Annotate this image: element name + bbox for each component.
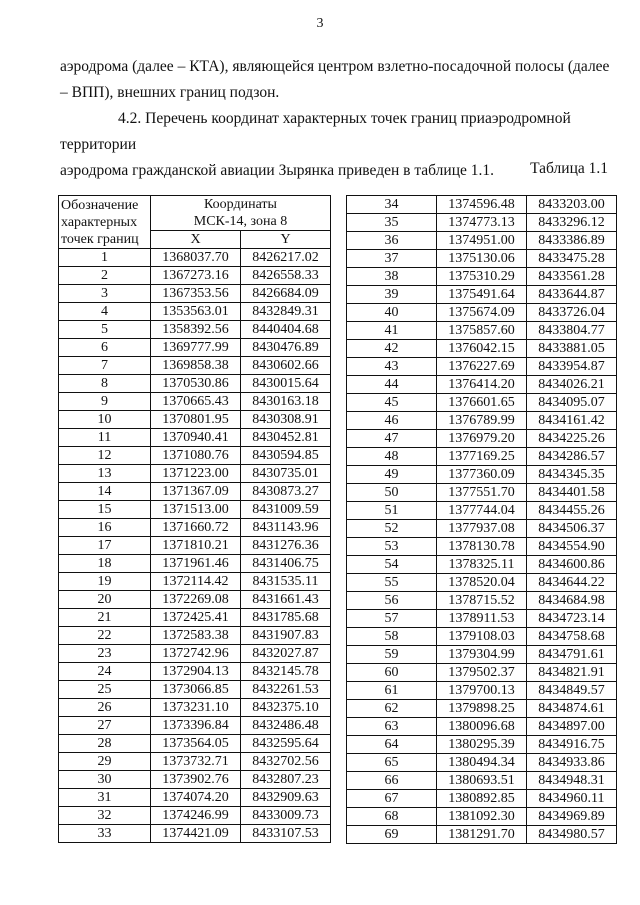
point-number: 18 xyxy=(59,555,151,573)
table-row xyxy=(347,502,617,520)
header-col1-line2: характерных xyxy=(61,214,138,230)
y-coordinate: 8432849.31 xyxy=(241,303,331,321)
y-coordinate: 8433203.00 xyxy=(527,196,617,214)
x-coordinate: 1376979.20 xyxy=(437,430,527,448)
y-coordinate: 8426558.33 xyxy=(241,267,331,285)
y-coordinate: 8430476.89 xyxy=(241,339,331,357)
header-coordinates xyxy=(151,196,331,231)
x-coordinate: 1373564.05 xyxy=(151,735,241,753)
x-coordinate: 1368037.70 xyxy=(151,249,241,267)
coordinates-table-right xyxy=(346,195,617,844)
point-number: 13 xyxy=(59,465,151,483)
header-col1-line1: Обозначение xyxy=(61,197,139,213)
x-coordinate: 1376601.65 xyxy=(437,394,527,412)
point-number: 39 xyxy=(347,286,437,304)
point-number: 64 xyxy=(347,736,437,754)
x-coordinate: 1372742.96 xyxy=(151,645,241,663)
x-coordinate: 1379304.99 xyxy=(437,646,527,664)
y-coordinate: 8434758.68 xyxy=(527,628,617,646)
y-coordinate: 8434026.21 xyxy=(527,376,617,394)
point-number: 31 xyxy=(59,789,151,807)
y-coordinate: 8434849.57 xyxy=(527,682,617,700)
y-coordinate: 8430308.91 xyxy=(241,411,331,429)
table-row xyxy=(59,645,331,663)
table-row xyxy=(347,340,617,358)
y-coordinate: 8434960.11 xyxy=(527,790,617,808)
table-caption: Таблица 1.1 xyxy=(530,160,608,177)
y-coordinate: 8433954.87 xyxy=(527,358,617,376)
point-number: 54 xyxy=(347,556,437,574)
x-coordinate: 1377937.08 xyxy=(437,520,527,538)
table-row xyxy=(347,826,617,844)
paragraph-continuation: аэродрома (далее – КТА), являющейся центром взлетно-посадочной полосы (далее – ВПП), внешних границ подзон. xyxy=(60,58,610,101)
y-coordinate: 8433804.77 xyxy=(527,322,617,340)
x-coordinate: 1375130.06 xyxy=(437,250,527,268)
point-number: 57 xyxy=(347,610,437,628)
y-coordinate: 8434723.14 xyxy=(527,610,617,628)
point-number: 30 xyxy=(59,771,151,789)
point-number: 8 xyxy=(59,375,151,393)
y-coordinate: 8431009.59 xyxy=(241,501,331,519)
x-coordinate: 1379502.37 xyxy=(437,664,527,682)
y-coordinate: 8434225.26 xyxy=(527,430,617,448)
x-coordinate: 1370530.86 xyxy=(151,375,241,393)
point-number: 63 xyxy=(347,718,437,736)
table-row xyxy=(347,412,617,430)
table-row xyxy=(347,664,617,682)
y-coordinate: 8433726.04 xyxy=(527,304,617,322)
point-number: 52 xyxy=(347,520,437,538)
y-coordinate: 8434401.58 xyxy=(527,484,617,502)
x-coordinate: 1380096.68 xyxy=(437,718,527,736)
point-number: 28 xyxy=(59,735,151,753)
table-row xyxy=(59,357,331,375)
x-coordinate: 1378911.53 xyxy=(437,610,527,628)
y-coordinate: 8430602.66 xyxy=(241,357,331,375)
x-coordinate: 1374421.09 xyxy=(151,825,241,843)
x-coordinate: 1372425.41 xyxy=(151,609,241,627)
table-row xyxy=(347,646,617,664)
table-row xyxy=(59,627,331,645)
x-coordinate: 1380295.39 xyxy=(437,736,527,754)
point-number: 37 xyxy=(347,250,437,268)
y-coordinate: 8431785.68 xyxy=(241,609,331,627)
table-row xyxy=(59,609,331,627)
table-row xyxy=(347,574,617,592)
point-number: 24 xyxy=(59,663,151,681)
header-point-designation xyxy=(59,196,151,249)
table-row xyxy=(59,807,331,825)
y-coordinate: 8434933.86 xyxy=(527,754,617,772)
x-coordinate: 1371223.00 xyxy=(151,465,241,483)
table-row xyxy=(59,825,331,843)
x-coordinate: 1370801.95 xyxy=(151,411,241,429)
table-row xyxy=(347,682,617,700)
y-coordinate: 8433881.05 xyxy=(527,340,617,358)
x-coordinate: 1375674.09 xyxy=(437,304,527,322)
table-row xyxy=(347,520,617,538)
point-number: 19 xyxy=(59,573,151,591)
point-number: 55 xyxy=(347,574,437,592)
point-number: 45 xyxy=(347,394,437,412)
x-coordinate: 1374074.20 xyxy=(151,789,241,807)
table-row xyxy=(347,394,617,412)
y-coordinate: 8432486.48 xyxy=(241,717,331,735)
y-coordinate: 8432027.87 xyxy=(241,645,331,663)
table-row xyxy=(59,375,331,393)
point-number: 41 xyxy=(347,322,437,340)
table-row xyxy=(347,808,617,826)
y-coordinate: 8431907.83 xyxy=(241,627,331,645)
point-number: 17 xyxy=(59,537,151,555)
table-row xyxy=(347,358,617,376)
table-row xyxy=(59,555,331,573)
point-number: 43 xyxy=(347,358,437,376)
x-coordinate: 1376227.69 xyxy=(437,358,527,376)
x-coordinate: 1380693.51 xyxy=(437,772,527,790)
x-coordinate: 1371961.46 xyxy=(151,555,241,573)
header-col1-line3: точек границ xyxy=(61,231,139,247)
y-coordinate: 8434684.98 xyxy=(527,592,617,610)
x-coordinate: 1377169.25 xyxy=(437,448,527,466)
point-number: 56 xyxy=(347,592,437,610)
table-row xyxy=(59,753,331,771)
y-coordinate: 8434095.07 xyxy=(527,394,617,412)
paragraph-4-2-line1: 4.2. Перечень координат характерных точек границ приаэродромной территории xyxy=(60,110,571,153)
table-row xyxy=(59,537,331,555)
x-coordinate: 1371513.00 xyxy=(151,501,241,519)
table-row xyxy=(347,430,617,448)
point-number: 46 xyxy=(347,412,437,430)
point-number: 62 xyxy=(347,700,437,718)
x-coordinate: 1375491.64 xyxy=(437,286,527,304)
y-coordinate: 8434980.57 xyxy=(527,826,617,844)
y-coordinate: 8426217.02 xyxy=(241,249,331,267)
table-row xyxy=(59,735,331,753)
x-coordinate: 1373066.85 xyxy=(151,681,241,699)
y-coordinate: 8434948.31 xyxy=(527,772,617,790)
table-row xyxy=(59,483,331,501)
x-coordinate: 1377744.04 xyxy=(437,502,527,520)
table-row xyxy=(347,304,617,322)
table-row xyxy=(347,628,617,646)
y-coordinate: 8434969.89 xyxy=(527,808,617,826)
x-coordinate: 1375310.29 xyxy=(437,268,527,286)
x-coordinate: 1371367.09 xyxy=(151,483,241,501)
y-coordinate: 8434791.61 xyxy=(527,646,617,664)
y-coordinate: 8432375.10 xyxy=(241,699,331,717)
y-coordinate: 8432145.78 xyxy=(241,663,331,681)
y-coordinate: 8433296.12 xyxy=(527,214,617,232)
point-number: 21 xyxy=(59,609,151,627)
x-coordinate: 1373732.71 xyxy=(151,753,241,771)
x-coordinate: 1371810.21 xyxy=(151,537,241,555)
point-number: 25 xyxy=(59,681,151,699)
x-coordinate: 1375857.60 xyxy=(437,322,527,340)
point-number: 16 xyxy=(59,519,151,537)
point-number: 61 xyxy=(347,682,437,700)
table-row xyxy=(347,286,617,304)
point-number: 68 xyxy=(347,808,437,826)
x-coordinate: 1372114.42 xyxy=(151,573,241,591)
table-row xyxy=(347,772,617,790)
x-coordinate: 1371660.72 xyxy=(151,519,241,537)
x-coordinate: 1379700.13 xyxy=(437,682,527,700)
table-row xyxy=(347,592,617,610)
point-number: 23 xyxy=(59,645,151,663)
x-coordinate: 1380892.85 xyxy=(437,790,527,808)
table-row xyxy=(59,591,331,609)
point-number: 2 xyxy=(59,267,151,285)
table-row xyxy=(347,232,617,250)
point-number: 47 xyxy=(347,430,437,448)
table-row xyxy=(347,790,617,808)
point-number: 4 xyxy=(59,303,151,321)
y-coordinate: 8432909.63 xyxy=(241,789,331,807)
y-coordinate: 8434161.42 xyxy=(527,412,617,430)
point-number: 14 xyxy=(59,483,151,501)
y-coordinate: 8426684.09 xyxy=(241,285,331,303)
y-coordinate: 8433107.53 xyxy=(241,825,331,843)
table-row xyxy=(59,429,331,447)
point-number: 7 xyxy=(59,357,151,375)
y-coordinate: 8434286.57 xyxy=(527,448,617,466)
paragraph-4-2 xyxy=(60,106,610,184)
x-coordinate: 1381291.70 xyxy=(437,826,527,844)
y-coordinate: 8430163.18 xyxy=(241,393,331,411)
table-row xyxy=(347,214,617,232)
table-row xyxy=(347,484,617,502)
x-coordinate: 1358392.56 xyxy=(151,321,241,339)
point-number: 9 xyxy=(59,393,151,411)
x-coordinate: 1372269.08 xyxy=(151,591,241,609)
point-number: 69 xyxy=(347,826,437,844)
x-coordinate: 1373231.10 xyxy=(151,699,241,717)
y-coordinate: 8433475.28 xyxy=(527,250,617,268)
point-number: 65 xyxy=(347,754,437,772)
point-number: 11 xyxy=(59,429,151,447)
point-number: 53 xyxy=(347,538,437,556)
x-coordinate: 1374951.00 xyxy=(437,232,527,250)
y-coordinate: 8440404.68 xyxy=(241,321,331,339)
table-row xyxy=(59,267,331,285)
y-coordinate: 8431143.96 xyxy=(241,519,331,537)
paragraph-4-2-line2: аэродрома гражданской авиации Зырянка приведен в таблице 1.1. xyxy=(60,162,495,179)
point-number: 3 xyxy=(59,285,151,303)
point-number: 66 xyxy=(347,772,437,790)
y-coordinate: 8433386.89 xyxy=(527,232,617,250)
y-coordinate: 8432702.56 xyxy=(241,753,331,771)
table-row xyxy=(347,466,617,484)
x-coordinate: 1373902.76 xyxy=(151,771,241,789)
x-coordinate: 1374773.13 xyxy=(437,214,527,232)
y-coordinate: 8434455.26 xyxy=(527,502,617,520)
point-number: 48 xyxy=(347,448,437,466)
y-coordinate: 8433561.28 xyxy=(527,268,617,286)
table-row xyxy=(59,573,331,591)
x-coordinate: 1376042.15 xyxy=(437,340,527,358)
y-coordinate: 8434506.37 xyxy=(527,520,617,538)
x-coordinate: 1376789.99 xyxy=(437,412,527,430)
y-coordinate: 8431406.75 xyxy=(241,555,331,573)
y-coordinate: 8433009.73 xyxy=(241,807,331,825)
y-coordinate: 8434554.90 xyxy=(527,538,617,556)
point-number: 5 xyxy=(59,321,151,339)
table-row xyxy=(347,448,617,466)
y-coordinate: 8431276.36 xyxy=(241,537,331,555)
point-number: 10 xyxy=(59,411,151,429)
table-row xyxy=(347,736,617,754)
header-x: X xyxy=(151,231,241,249)
y-coordinate: 8430873.27 xyxy=(241,483,331,501)
point-number: 29 xyxy=(59,753,151,771)
y-coordinate: 8434874.61 xyxy=(527,700,617,718)
table-row xyxy=(59,339,331,357)
point-number: 50 xyxy=(347,484,437,502)
coordinates-table-left xyxy=(58,195,331,843)
y-coordinate: 8432261.53 xyxy=(241,681,331,699)
y-coordinate: 8432595.64 xyxy=(241,735,331,753)
x-coordinate: 1369777.99 xyxy=(151,339,241,357)
point-number: 15 xyxy=(59,501,151,519)
table-row xyxy=(347,700,617,718)
point-number: 40 xyxy=(347,304,437,322)
y-coordinate: 8432807.23 xyxy=(241,771,331,789)
x-coordinate: 1369858.38 xyxy=(151,357,241,375)
y-coordinate: 8431661.43 xyxy=(241,591,331,609)
x-coordinate: 1378715.52 xyxy=(437,592,527,610)
page-number: 3 xyxy=(316,16,324,31)
table-row xyxy=(59,447,331,465)
table-row xyxy=(59,789,331,807)
header-coords-line1: Координаты xyxy=(204,197,277,212)
x-coordinate: 1379898.25 xyxy=(437,700,527,718)
x-coordinate: 1371080.76 xyxy=(151,447,241,465)
table-row xyxy=(59,393,331,411)
table-row xyxy=(59,699,331,717)
table-row xyxy=(347,556,617,574)
point-number: 20 xyxy=(59,591,151,609)
table-row xyxy=(347,250,617,268)
point-number: 33 xyxy=(59,825,151,843)
table-row xyxy=(59,519,331,537)
point-number: 60 xyxy=(347,664,437,682)
point-number: 42 xyxy=(347,340,437,358)
point-number: 1 xyxy=(59,249,151,267)
y-coordinate: 8434821.91 xyxy=(527,664,617,682)
y-coordinate: 8430594.85 xyxy=(241,447,331,465)
x-coordinate: 1370940.41 xyxy=(151,429,241,447)
x-coordinate: 1379108.03 xyxy=(437,628,527,646)
table-row xyxy=(59,411,331,429)
point-number: 51 xyxy=(347,502,437,520)
table-row xyxy=(347,718,617,736)
x-coordinate: 1367353.56 xyxy=(151,285,241,303)
x-coordinate: 1367273.16 xyxy=(151,267,241,285)
table-row xyxy=(59,663,331,681)
y-coordinate: 8434345.35 xyxy=(527,466,617,484)
y-coordinate: 8434600.86 xyxy=(527,556,617,574)
table-row xyxy=(347,268,617,286)
point-number: 59 xyxy=(347,646,437,664)
point-number: 26 xyxy=(59,699,151,717)
x-coordinate: 1374596.48 xyxy=(437,196,527,214)
x-coordinate: 1372904.13 xyxy=(151,663,241,681)
point-number: 34 xyxy=(347,196,437,214)
y-coordinate: 8430735.01 xyxy=(241,465,331,483)
x-coordinate: 1380494.34 xyxy=(437,754,527,772)
point-number: 49 xyxy=(347,466,437,484)
point-number: 35 xyxy=(347,214,437,232)
y-coordinate: 8434916.75 xyxy=(527,736,617,754)
header-coords-line2: МСК-14, зона 8 xyxy=(193,214,288,229)
x-coordinate: 1372583.38 xyxy=(151,627,241,645)
table-row xyxy=(347,538,617,556)
table-row xyxy=(59,303,331,321)
point-number: 22 xyxy=(59,627,151,645)
table-row xyxy=(59,717,331,735)
x-coordinate: 1373396.84 xyxy=(151,717,241,735)
table-row xyxy=(59,771,331,789)
table-row xyxy=(347,322,617,340)
x-coordinate: 1376414.20 xyxy=(437,376,527,394)
point-number: 27 xyxy=(59,717,151,735)
point-number: 67 xyxy=(347,790,437,808)
y-coordinate: 8430452.81 xyxy=(241,429,331,447)
table-row xyxy=(347,754,617,772)
y-coordinate: 8431535.11 xyxy=(241,573,331,591)
y-coordinate: 8434897.00 xyxy=(527,718,617,736)
x-coordinate: 1378130.78 xyxy=(437,538,527,556)
table-row xyxy=(59,681,331,699)
table-row xyxy=(347,196,617,214)
point-number: 38 xyxy=(347,268,437,286)
point-number: 44 xyxy=(347,376,437,394)
x-coordinate: 1377551.70 xyxy=(437,484,527,502)
x-coordinate: 1353563.01 xyxy=(151,303,241,321)
table-row xyxy=(59,465,331,483)
table-row xyxy=(347,610,617,628)
x-coordinate: 1378325.11 xyxy=(437,556,527,574)
y-coordinate: 8430015.64 xyxy=(241,375,331,393)
y-coordinate: 8434644.22 xyxy=(527,574,617,592)
table-row xyxy=(59,285,331,303)
table-row xyxy=(347,376,617,394)
x-coordinate: 1378520.04 xyxy=(437,574,527,592)
y-coordinate: 8433644.87 xyxy=(527,286,617,304)
x-coordinate: 1381092.30 xyxy=(437,808,527,826)
point-number: 32 xyxy=(59,807,151,825)
table-row xyxy=(59,249,331,267)
x-coordinate: 1374246.99 xyxy=(151,807,241,825)
point-number: 6 xyxy=(59,339,151,357)
header-y: Y xyxy=(241,231,331,249)
point-number: 36 xyxy=(347,232,437,250)
point-number: 12 xyxy=(59,447,151,465)
x-coordinate: 1377360.09 xyxy=(437,466,527,484)
table-row xyxy=(59,321,331,339)
x-coordinate: 1370665.43 xyxy=(151,393,241,411)
table-row xyxy=(59,501,331,519)
point-number: 58 xyxy=(347,628,437,646)
